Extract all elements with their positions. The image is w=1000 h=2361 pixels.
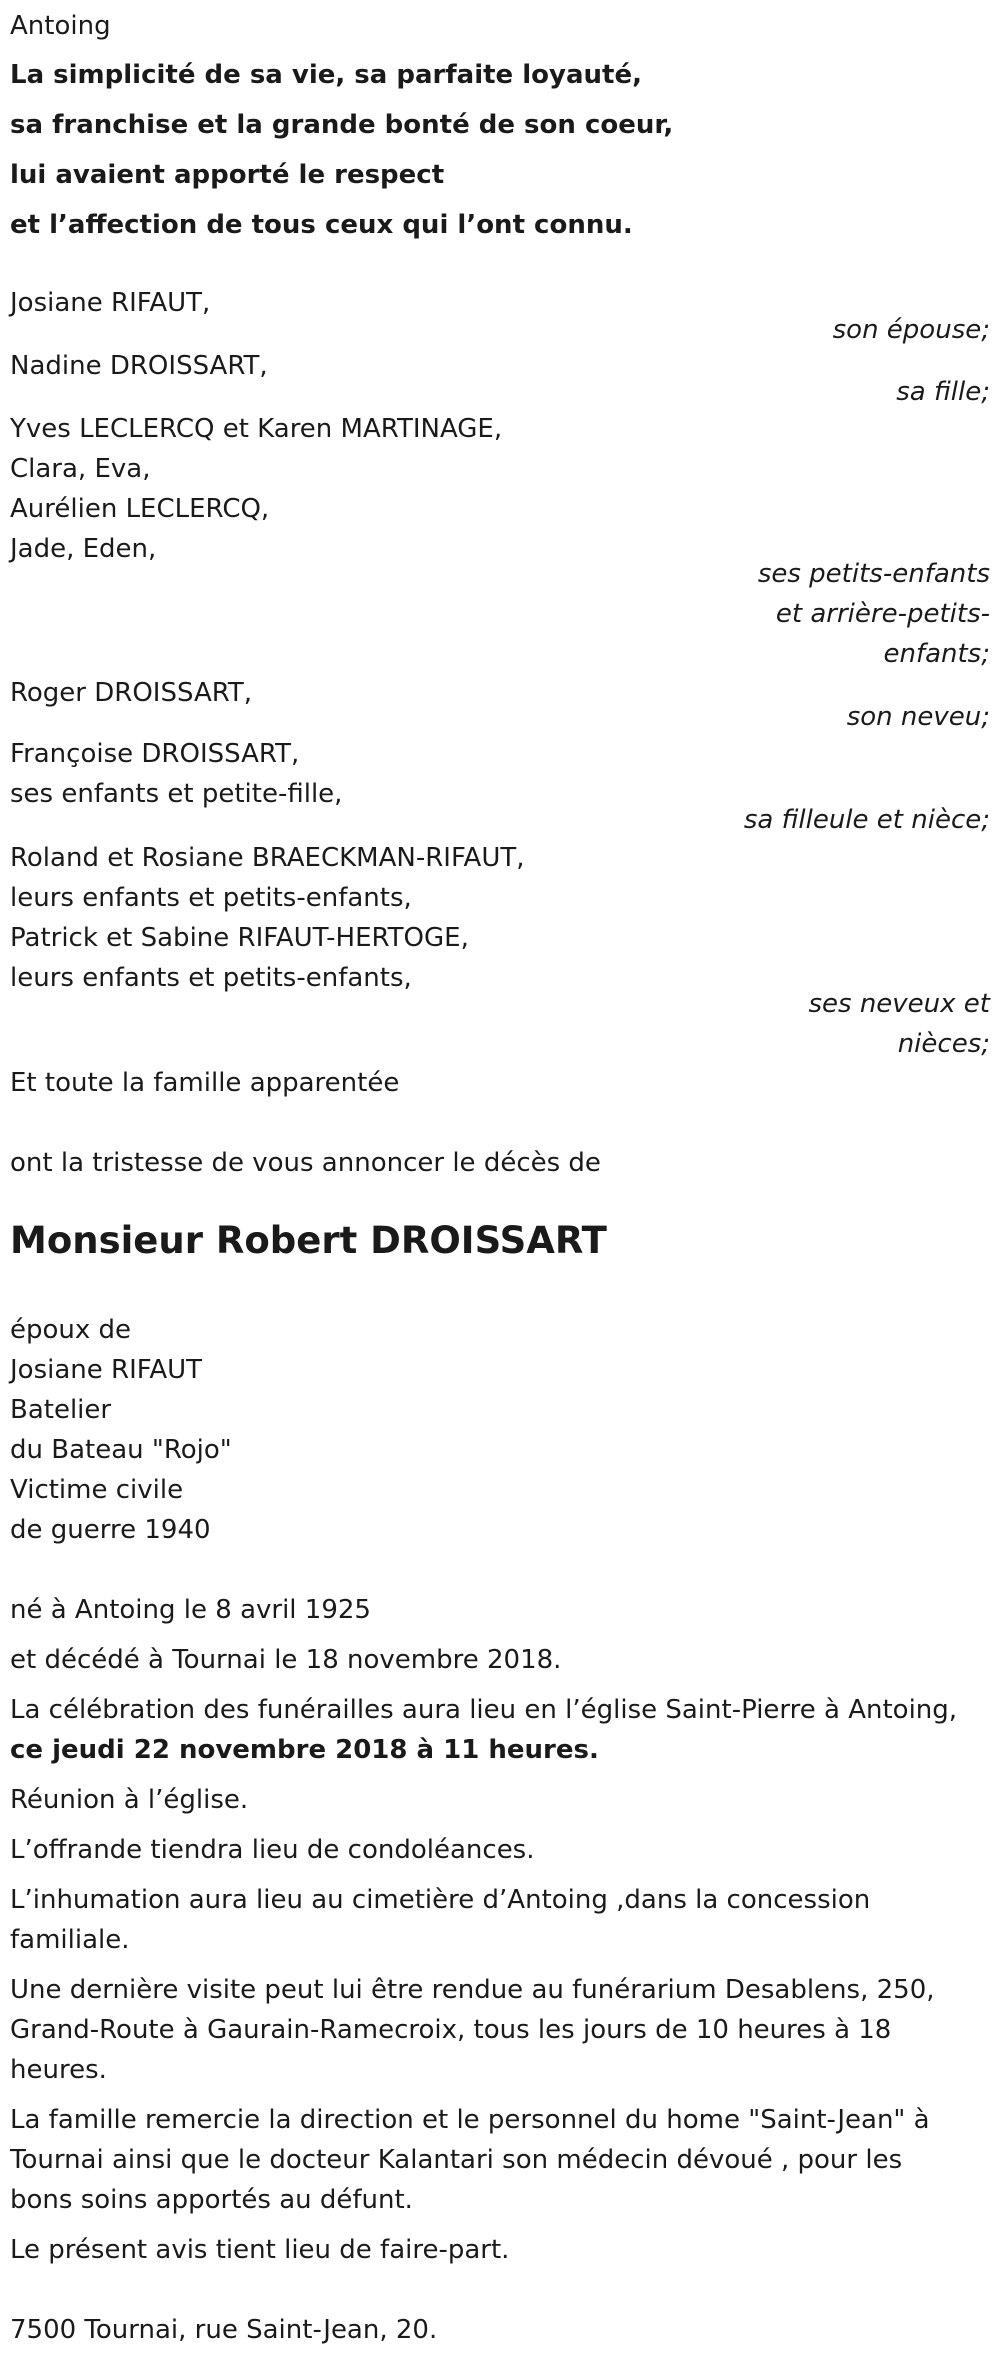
- detail-line: du Bateau "Rojo": [10, 1435, 232, 1465]
- visit-line: heures.: [10, 2055, 107, 2085]
- grandchild-line: Jade, Eden,: [10, 534, 157, 564]
- deceased-name: Monsieur Robert DROISSART: [10, 1219, 607, 1262]
- burial-line: L’inhumation aura lieu au cimetière d’Antoing ,dans la concession: [10, 1885, 871, 1915]
- ceremony-date: ce jeudi 22 novembre 2018 à 11 heures.: [10, 1735, 599, 1765]
- place-heading: Antoing: [10, 11, 111, 41]
- nephews-relation: ses neveux et: [808, 989, 990, 1019]
- detail-line: de guerre 1940: [10, 1515, 211, 1545]
- nephews-line: Roland et Rosiane BRAECKMAN-RIFAUT,: [10, 843, 525, 873]
- detail-line: Josiane RIFAUT: [10, 1355, 203, 1385]
- quote-line: lui avaient apporté le respect: [10, 160, 445, 190]
- detail-line: Victime civile: [10, 1475, 184, 1505]
- nephews-line: leurs enfants et petits-enfants,: [10, 883, 412, 913]
- grandchildren-relation: ses petits-enfants: [757, 559, 990, 589]
- quote-line: La simplicité de sa vie, sa parfaite loyauté,: [10, 60, 642, 90]
- thanks-line: La famille remercie la direction et le personnel du home "Saint-Jean" à: [10, 2105, 930, 2135]
- quote-line: sa franchise et la grande bonté de son coeur,: [10, 110, 674, 140]
- daughter-name: Nadine DROISSART,: [10, 351, 268, 381]
- goddaughter-relation: sa filleule et nièce;: [743, 805, 990, 835]
- nephews-line: leurs enfants et petits-enfants,: [10, 963, 412, 993]
- nephew-relation: son neveu;: [846, 702, 990, 732]
- offering-info: L’offrande tiendra lieu de condoléances.: [10, 1835, 535, 1865]
- grandchild-line: Aurélien LECLERCQ,: [10, 494, 270, 524]
- address: 7500 Tournai, rue Saint-Jean, 20.: [10, 2315, 438, 2345]
- daughter-relation: sa fille;: [896, 377, 990, 407]
- grandchild-line: Yves LECLERCQ et Karen MARTINAGE,: [10, 414, 503, 444]
- thanks-line: bons soins apportés au défunt.: [10, 2185, 413, 2215]
- nephews-relation: nièces;: [897, 1029, 990, 1059]
- grandchild-line: Clara, Eva,: [10, 454, 151, 484]
- announcement-intro: ont la tristesse de vous annoncer le décès de: [10, 1148, 601, 1178]
- grandchildren-relation: et arrière-petits-: [775, 599, 990, 629]
- grandchildren-relation: enfants;: [883, 639, 990, 669]
- nephew-name: Roger DROISSART,: [10, 678, 253, 708]
- ceremony-info: La célébration des funérailles aura lieu en l’église Saint-Pierre à Antoing,: [10, 1695, 958, 1725]
- death-info: et décédé à Tournai le 18 novembre 2018.: [10, 1645, 562, 1675]
- spouse-name: Josiane RIFAUT,: [10, 288, 211, 318]
- visit-line: Grand-Route à Gaurain-Ramecroix, tous les jours de 10 heures à 18: [10, 2015, 892, 2045]
- goddaughter-line: ses enfants et petite-fille,: [10, 779, 343, 809]
- nephews-line: Patrick et Sabine RIFAUT-HERTOGE,: [10, 923, 469, 953]
- burial-line: familiale.: [10, 1925, 130, 1955]
- meeting-info: Réunion à l’église.: [10, 1785, 249, 1815]
- detail-line: Batelier: [10, 1395, 112, 1425]
- thanks-line: Tournai ainsi que le docteur Kalantari son médecin dévoué , pour les: [10, 2145, 903, 2175]
- birth-info: né à Antoing le 8 avril 1925: [10, 1595, 371, 1625]
- quote-line: et l’affection de tous ceux qui l’ont connu.: [10, 210, 633, 240]
- visit-line: Une dernière visite peut lui être rendue au funérarium Desablens, 250,: [10, 1975, 935, 2005]
- notice-info: Le présent avis tient lieu de faire-part.: [10, 2235, 510, 2265]
- detail-line: époux de: [10, 1315, 132, 1345]
- spouse-relation: son épouse;: [832, 315, 990, 345]
- goddaughter-line: Françoise DROISSART,: [10, 739, 300, 769]
- extended-family: Et toute la famille apparentée: [10, 1068, 400, 1098]
